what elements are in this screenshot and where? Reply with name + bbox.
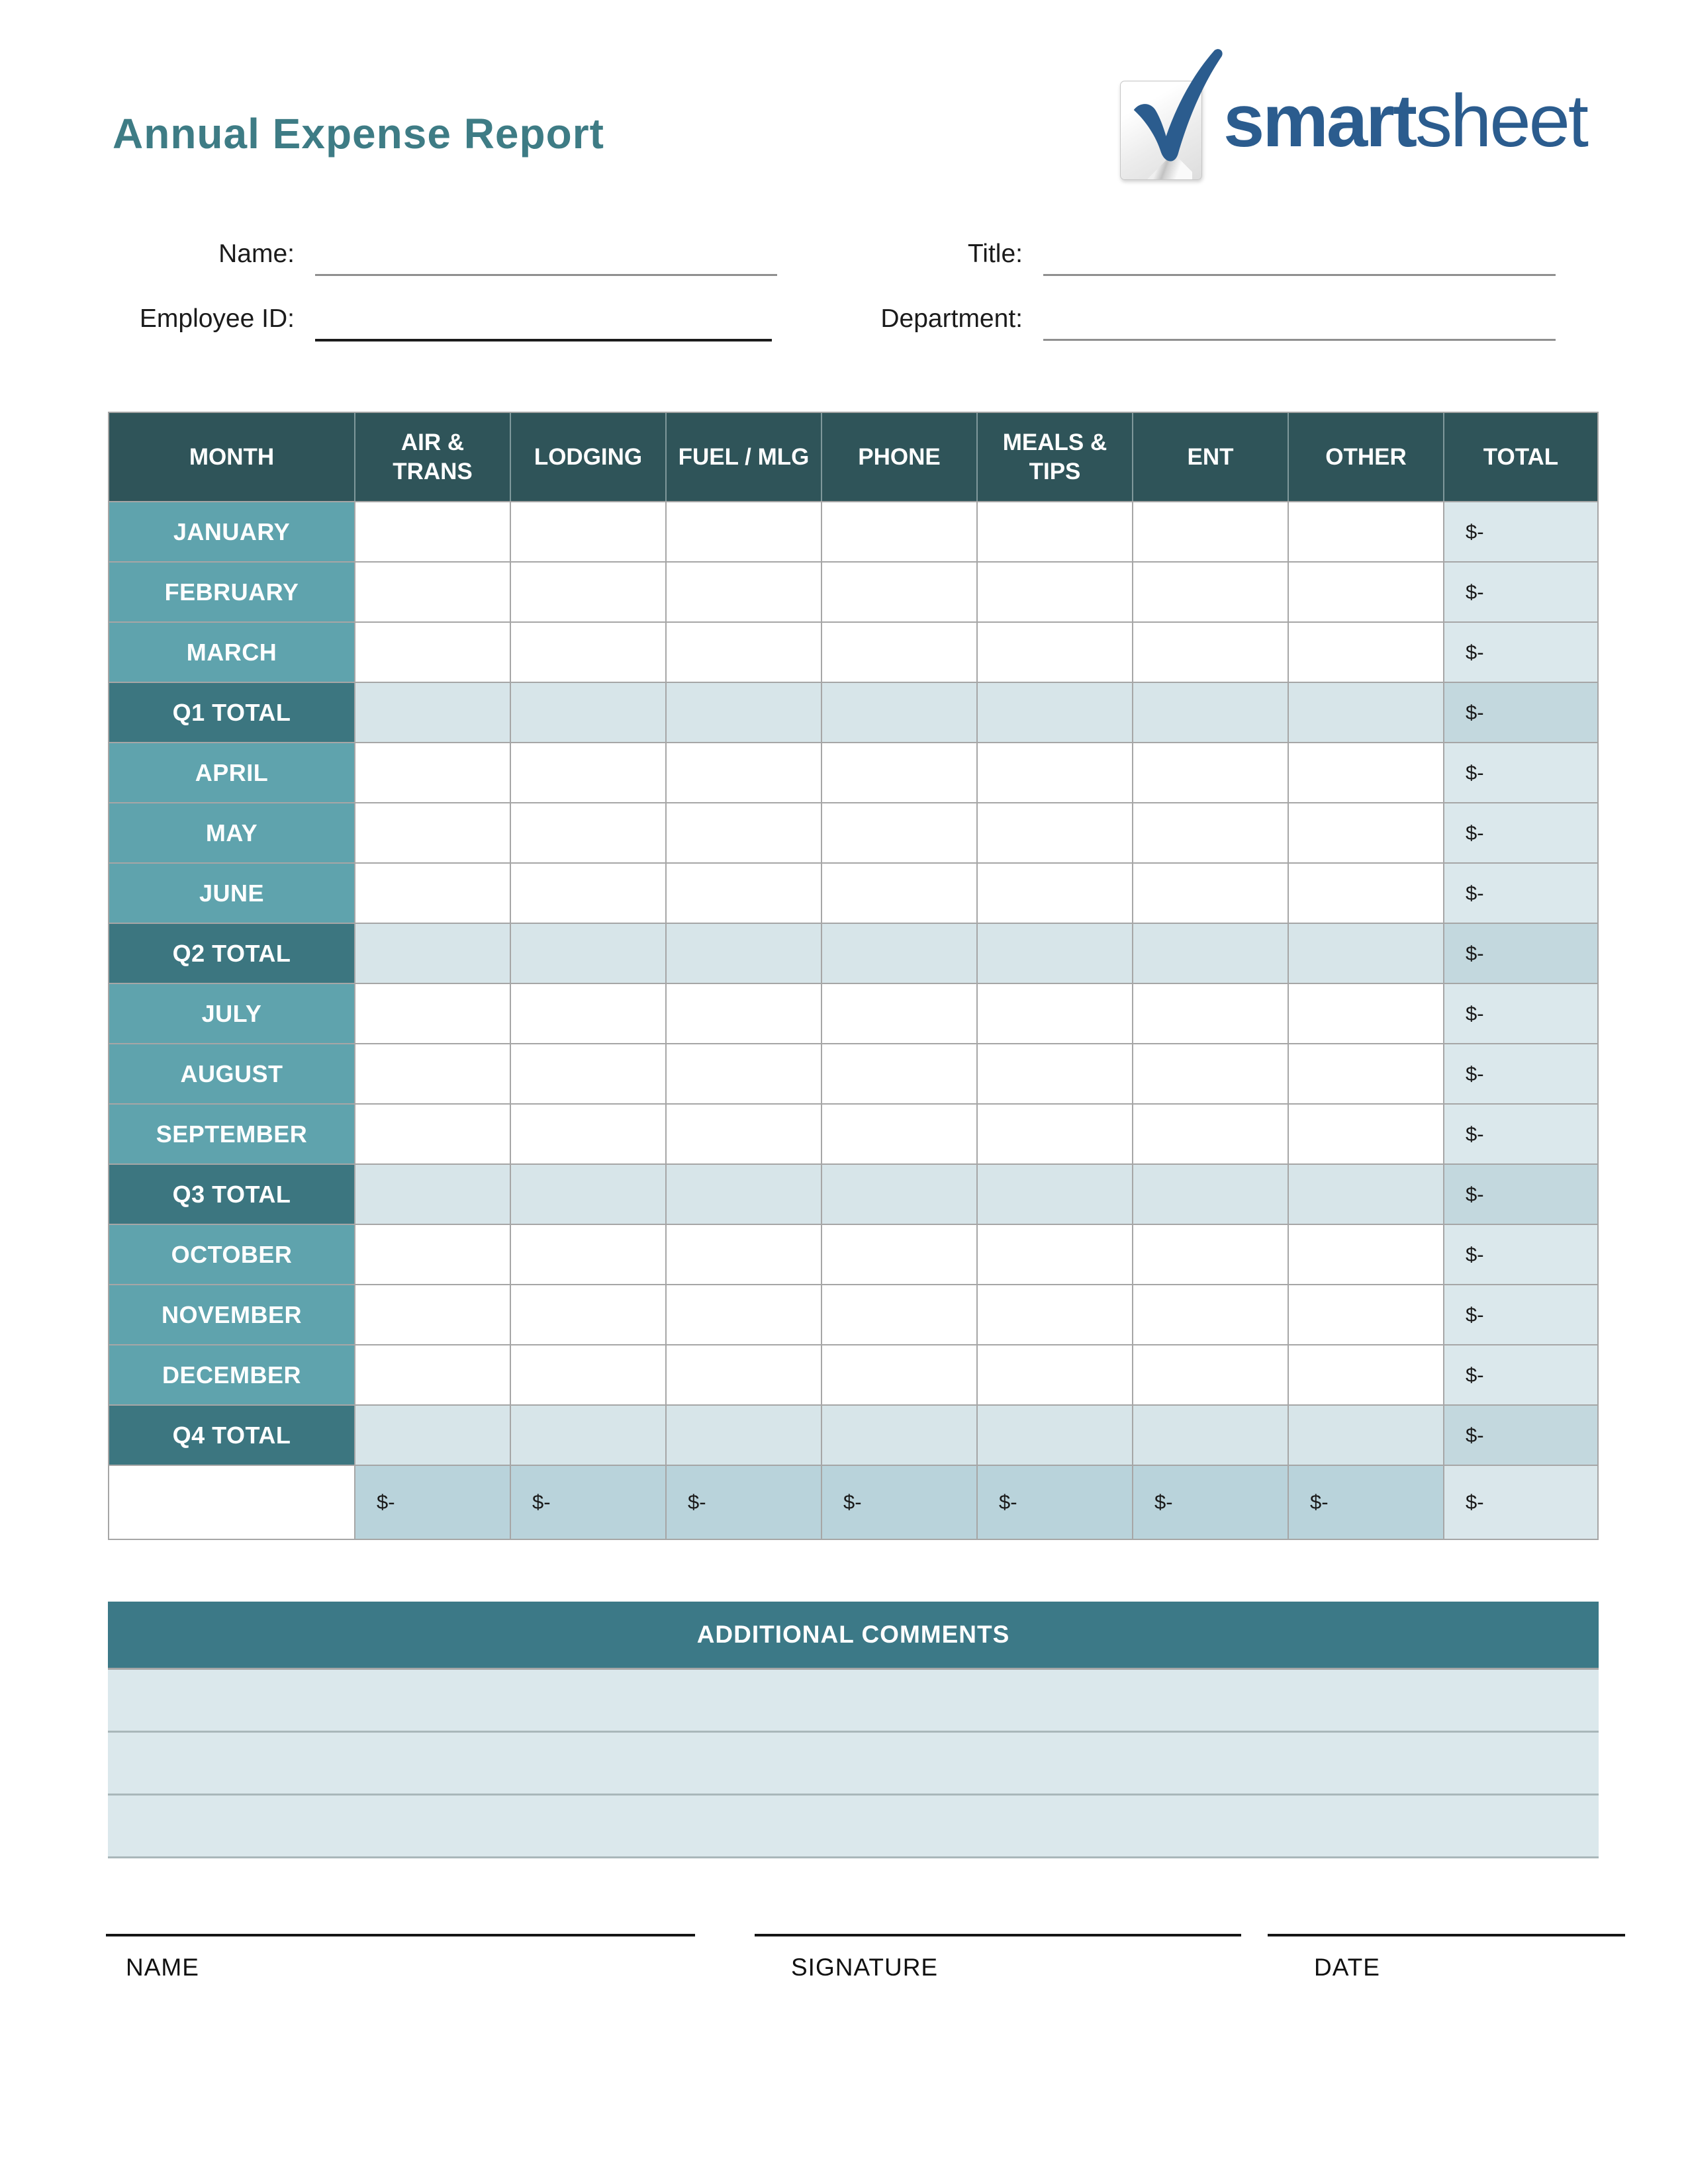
column-header-fuel-mlg: FUEL / MLG: [667, 413, 822, 501]
expense-cell-january-air-trans[interactable]: [355, 502, 511, 561]
expense-cell-october-lodging[interactable]: [511, 1225, 667, 1284]
grand-total-cell-ent: $-: [1133, 1466, 1289, 1539]
row-label-june: JUNE: [109, 864, 355, 923]
expense-cell-january-fuel-mlg[interactable]: [667, 502, 822, 561]
brand-smart: smart: [1223, 79, 1416, 162]
expense-cell-june-fuel-mlg[interactable]: [667, 864, 822, 923]
checkmark-icon: [1127, 46, 1238, 181]
expense-cell-april-fuel-mlg[interactable]: [667, 743, 822, 802]
expense-cell-q3-total-phone: [822, 1165, 978, 1224]
expense-cell-q2-total-ent: [1133, 924, 1289, 983]
total-cell-q1-total: $-: [1444, 683, 1597, 742]
expense-cell-november-ent[interactable]: [1133, 1285, 1289, 1344]
row-label-may: MAY: [109, 803, 355, 862]
expense-cell-november-fuel-mlg[interactable]: [667, 1285, 822, 1344]
expense-cell-july-air-trans[interactable]: [355, 984, 511, 1043]
total-cell-q3-total: $-: [1444, 1165, 1597, 1224]
signature-label: SIGNATURE: [791, 1954, 939, 1981]
expense-cell-february-air-trans[interactable]: [355, 563, 511, 621]
total-cell-july: $-: [1444, 984, 1597, 1043]
expense-cell-april-meals-tips[interactable]: [978, 743, 1133, 802]
expense-cell-december-air-trans[interactable]: [355, 1345, 511, 1404]
expense-cell-june-ent[interactable]: [1133, 864, 1289, 923]
expense-cell-september-phone[interactable]: [822, 1105, 978, 1163]
row-label-february: FEBRUARY: [109, 563, 355, 621]
expense-cell-november-other[interactable]: [1289, 1285, 1444, 1344]
signature-line[interactable]: [755, 1934, 1241, 1936]
expense-cell-september-meals-tips[interactable]: [978, 1105, 1133, 1163]
expense-cell-september-other[interactable]: [1289, 1105, 1444, 1163]
comment-row-3[interactable]: [108, 1796, 1599, 1858]
expense-cell-october-phone[interactable]: [822, 1225, 978, 1284]
expense-cell-september-air-trans[interactable]: [355, 1105, 511, 1163]
grand-total-cell-fuel-mlg: $-: [667, 1466, 822, 1539]
expense-cell-june-meals-tips[interactable]: [978, 864, 1133, 923]
date-line[interactable]: [1268, 1934, 1625, 1936]
table-row-grand-total: [109, 1465, 1597, 1539]
name-input-line[interactable]: [315, 274, 777, 276]
expense-cell-q1-total-air-trans: [355, 683, 511, 742]
total-cell-october: $-: [1444, 1225, 1597, 1284]
grand-total-cell-lodging: $-: [511, 1466, 667, 1539]
expense-cell-q4-total-other: [1289, 1406, 1444, 1465]
expense-cell-january-phone[interactable]: [822, 502, 978, 561]
expense-cell-q2-total-lodging: [511, 924, 667, 983]
expense-cell-q2-total-other: [1289, 924, 1444, 983]
expense-cell-march-other[interactable]: [1289, 623, 1444, 682]
expense-cell-july-ent[interactable]: [1133, 984, 1289, 1043]
expense-cell-q2-total-fuel-mlg: [667, 924, 822, 983]
expense-cell-q1-total-meals-tips: [978, 683, 1133, 742]
expense-cell-may-fuel-mlg[interactable]: [667, 803, 822, 862]
additional-comments-header: ADDITIONAL COMMENTS: [108, 1602, 1599, 1670]
expense-cell-q1-total-fuel-mlg: [667, 683, 822, 742]
row-label-november: NOVEMBER: [109, 1285, 355, 1344]
column-header-meals-tips: MEALS & TIPS: [978, 413, 1133, 501]
table-row-december: [109, 1344, 1597, 1404]
expense-cell-august-meals-tips[interactable]: [978, 1044, 1133, 1103]
expense-cell-october-other[interactable]: [1289, 1225, 1444, 1284]
expense-cell-august-air-trans[interactable]: [355, 1044, 511, 1103]
expense-cell-february-meals-tips[interactable]: [978, 563, 1133, 621]
row-label-q4-total: Q4 TOTAL: [109, 1406, 355, 1465]
expense-cell-q4-total-air-trans: [355, 1406, 511, 1465]
expense-cell-june-lodging[interactable]: [511, 864, 667, 923]
grand-total-cell-meals-tips: $-: [978, 1466, 1133, 1539]
table-row-q4-total: [109, 1404, 1597, 1465]
expense-cell-april-ent[interactable]: [1133, 743, 1289, 802]
row-label-q1-total: Q1 TOTAL: [109, 683, 355, 742]
expense-cell-june-air-trans[interactable]: [355, 864, 511, 923]
table-row-july: [109, 983, 1597, 1043]
page-title: Annual Expense Report: [113, 110, 604, 158]
expense-cell-q2-total-meals-tips: [978, 924, 1133, 983]
grand-total-label-cell: [109, 1466, 355, 1539]
expense-cell-february-other[interactable]: [1289, 563, 1444, 621]
table-row-june: [109, 862, 1597, 923]
name-label: Name:: [218, 240, 295, 268]
expense-cell-q2-total-phone: [822, 924, 978, 983]
smartsheet-logo: [1117, 46, 1611, 202]
column-header-other: OTHER: [1289, 413, 1444, 501]
column-header-lodging: LODGING: [511, 413, 667, 501]
row-label-september: SEPTEMBER: [109, 1105, 355, 1163]
expense-cell-august-phone[interactable]: [822, 1044, 978, 1103]
expense-cell-may-other[interactable]: [1289, 803, 1444, 862]
table-row-q3-total: [109, 1163, 1597, 1224]
row-label-august: AUGUST: [109, 1044, 355, 1103]
expense-cell-august-lodging[interactable]: [511, 1044, 667, 1103]
total-cell-june: $-: [1444, 864, 1597, 923]
brand-sheet: sheet: [1415, 79, 1587, 162]
expense-cell-november-phone[interactable]: [822, 1285, 978, 1344]
expense-cell-march-phone[interactable]: [822, 623, 978, 682]
table-row-august: [109, 1043, 1597, 1103]
total-cell-q2-total: $-: [1444, 924, 1597, 983]
expense-cell-may-lodging[interactable]: [511, 803, 667, 862]
expense-cell-october-air-trans[interactable]: [355, 1225, 511, 1284]
title-input-line[interactable]: [1043, 274, 1556, 276]
expense-cell-may-meals-tips[interactable]: [978, 803, 1133, 862]
grand-total-cell-air-trans: $-: [355, 1466, 511, 1539]
expense-cell-february-ent[interactable]: [1133, 563, 1289, 621]
grand-total-cell-other: $-: [1289, 1466, 1444, 1539]
expense-cell-june-other[interactable]: [1289, 864, 1444, 923]
table-row-may: [109, 802, 1597, 862]
expense-cell-april-air-trans[interactable]: [355, 743, 511, 802]
expense-cell-august-ent[interactable]: [1133, 1044, 1289, 1103]
table-row-february: [109, 561, 1597, 621]
expense-cell-july-phone[interactable]: [822, 984, 978, 1043]
expense-cell-july-fuel-mlg[interactable]: [667, 984, 822, 1043]
total-cell-september: $-: [1444, 1105, 1597, 1163]
expense-cell-october-ent[interactable]: [1133, 1225, 1289, 1284]
expense-cell-q1-total-other: [1289, 683, 1444, 742]
department-input-line[interactable]: [1043, 339, 1556, 341]
expense-cell-july-lodging[interactable]: [511, 984, 667, 1043]
expense-cell-october-fuel-mlg[interactable]: [667, 1225, 822, 1284]
expense-cell-december-phone[interactable]: [822, 1345, 978, 1404]
total-cell-april: $-: [1444, 743, 1597, 802]
table-row-october: [109, 1224, 1597, 1284]
date-label: DATE: [1314, 1954, 1380, 1981]
expense-cell-march-air-trans[interactable]: [355, 623, 511, 682]
expense-cell-q3-total-lodging: [511, 1165, 667, 1224]
expense-cell-q3-total-fuel-mlg: [667, 1165, 822, 1224]
table-row-november: [109, 1284, 1597, 1344]
expense-cell-august-fuel-mlg[interactable]: [667, 1044, 822, 1103]
expense-cell-january-meals-tips[interactable]: [978, 502, 1133, 561]
expense-cell-q4-total-ent: [1133, 1406, 1289, 1465]
expense-cell-march-ent[interactable]: [1133, 623, 1289, 682]
total-cell-august: $-: [1444, 1044, 1597, 1103]
expense-cell-july-meals-tips[interactable]: [978, 984, 1133, 1043]
expense-cell-december-fuel-mlg[interactable]: [667, 1345, 822, 1404]
table-row-march: [109, 621, 1597, 682]
row-label-july: JULY: [109, 984, 355, 1043]
table-row-september: [109, 1103, 1597, 1163]
expense-cell-february-lodging[interactable]: [511, 563, 667, 621]
row-label-march: MARCH: [109, 623, 355, 682]
total-cell-january: $-: [1444, 502, 1597, 561]
expense-cell-october-meals-tips[interactable]: [978, 1225, 1133, 1284]
row-label-january: JANUARY: [109, 502, 355, 561]
expense-cell-november-air-trans[interactable]: [355, 1285, 511, 1344]
total-cell-november: $-: [1444, 1285, 1597, 1344]
table-row-q2-total: [109, 923, 1597, 983]
total-cell-march: $-: [1444, 623, 1597, 682]
expense-cell-april-phone[interactable]: [822, 743, 978, 802]
expense-cell-q2-total-air-trans: [355, 924, 511, 983]
name-signature-line[interactable]: [106, 1934, 695, 1936]
name-signature-label: NAME: [126, 1954, 199, 1981]
expense-cell-march-lodging[interactable]: [511, 623, 667, 682]
expense-cell-march-meals-tips[interactable]: [978, 623, 1133, 682]
employee-id-input-line[interactable]: [315, 339, 772, 341]
total-cell-q4-total: $-: [1444, 1406, 1597, 1465]
expense-table: [108, 412, 1599, 1540]
employee-id-label: Employee ID:: [139, 304, 295, 333]
expense-cell-september-fuel-mlg[interactable]: [667, 1105, 822, 1163]
expense-cell-august-other[interactable]: [1289, 1044, 1444, 1103]
row-label-october: OCTOBER: [109, 1225, 355, 1284]
expense-cell-april-lodging[interactable]: [511, 743, 667, 802]
column-header-air-trans: AIR & TRANS: [355, 413, 511, 501]
table-row-april: [109, 742, 1597, 802]
column-header-month: MONTH: [109, 413, 355, 501]
expense-cell-january-ent[interactable]: [1133, 502, 1289, 561]
column-header-phone: PHONE: [822, 413, 978, 501]
total-cell-may: $-: [1444, 803, 1597, 862]
title-label: Title:: [967, 240, 1023, 268]
expense-cell-q1-total-ent: [1133, 683, 1289, 742]
expense-cell-april-other[interactable]: [1289, 743, 1444, 802]
expense-cell-q4-total-meals-tips: [978, 1406, 1133, 1465]
expense-cell-may-air-trans[interactable]: [355, 803, 511, 862]
expense-cell-december-ent[interactable]: [1133, 1345, 1289, 1404]
expense-cell-january-lodging[interactable]: [511, 502, 667, 561]
total-cell-february: $-: [1444, 563, 1597, 621]
expense-cell-q3-total-other: [1289, 1165, 1444, 1224]
expense-cell-december-other[interactable]: [1289, 1345, 1444, 1404]
additional-comments-section: [108, 1602, 1599, 1858]
expense-cell-q3-total-air-trans: [355, 1165, 511, 1224]
expense-cell-q1-total-phone: [822, 683, 978, 742]
comment-row-1[interactable]: [108, 1670, 1599, 1733]
brand-wordmark: [1223, 77, 1587, 165]
table-row-q1-total: [109, 682, 1597, 742]
expense-cell-february-phone[interactable]: [822, 563, 978, 621]
expense-cell-september-ent[interactable]: [1133, 1105, 1289, 1163]
expense-cell-q3-total-ent: [1133, 1165, 1289, 1224]
comment-row-2[interactable]: [108, 1733, 1599, 1796]
expense-cell-q3-total-meals-tips: [978, 1165, 1133, 1224]
grand-total-cell-total: $-: [1444, 1466, 1597, 1539]
expense-cell-june-phone[interactable]: [822, 864, 978, 923]
expense-cell-q4-total-lodging: [511, 1406, 667, 1465]
expense-cell-july-other[interactable]: [1289, 984, 1444, 1043]
expense-cell-may-ent[interactable]: [1133, 803, 1289, 862]
expense-table-header-row: [109, 413, 1597, 501]
expense-cell-september-lodging[interactable]: [511, 1105, 667, 1163]
expense-cell-january-other[interactable]: [1289, 502, 1444, 561]
expense-cell-february-fuel-mlg[interactable]: [667, 563, 822, 621]
expense-cell-november-meals-tips[interactable]: [978, 1285, 1133, 1344]
expense-cell-q1-total-lodging: [511, 683, 667, 742]
expense-cell-november-lodging[interactable]: [511, 1285, 667, 1344]
expense-cell-q4-total-fuel-mlg: [667, 1406, 822, 1465]
department-label: Department:: [880, 304, 1023, 333]
row-label-december: DECEMBER: [109, 1345, 355, 1404]
expense-cell-may-phone[interactable]: [822, 803, 978, 862]
table-row-january: [109, 501, 1597, 561]
expense-cell-q4-total-phone: [822, 1406, 978, 1465]
expense-cell-march-fuel-mlg[interactable]: [667, 623, 822, 682]
expense-cell-december-meals-tips[interactable]: [978, 1345, 1133, 1404]
column-header-ent: ENT: [1133, 413, 1289, 501]
row-label-q2-total: Q2 TOTAL: [109, 924, 355, 983]
grand-total-cell-phone: $-: [822, 1466, 978, 1539]
expense-cell-december-lodging[interactable]: [511, 1345, 667, 1404]
total-cell-december: $-: [1444, 1345, 1597, 1404]
row-label-april: APRIL: [109, 743, 355, 802]
column-header-total: TOTAL: [1483, 443, 1559, 470]
row-label-q3-total: Q3 TOTAL: [109, 1165, 355, 1224]
